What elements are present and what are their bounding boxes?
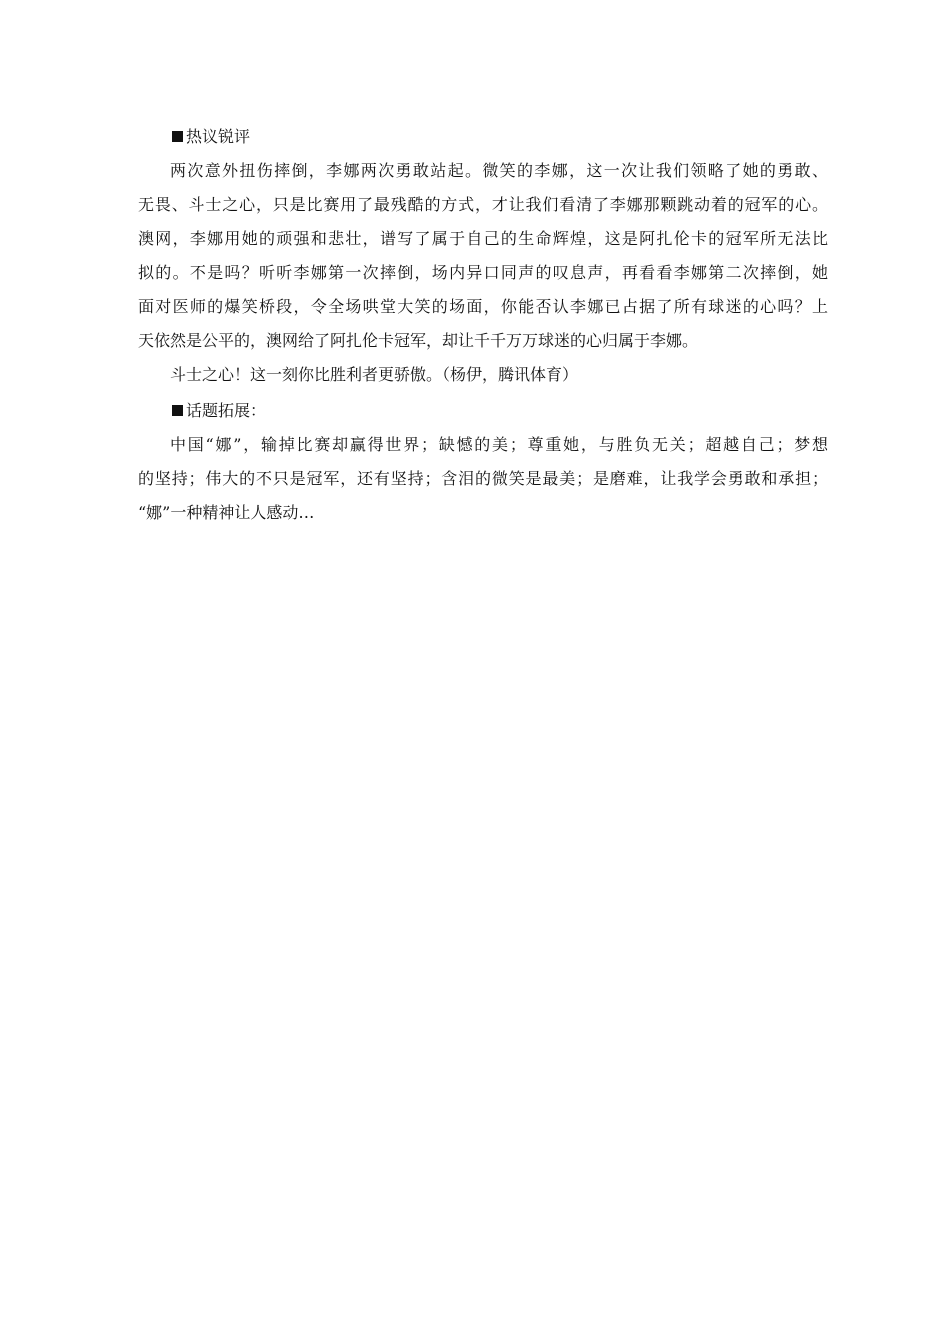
black-square-icon [172,131,183,142]
paragraph-source-quote: 斗士之心！这一刻你比胜利者更骄傲。（杨伊，腾讯体育） [170,365,579,384]
paragraph-commentary [138,154,828,358]
paragraph-line: 的坚持；伟大的不只是冠军，还有坚持；含泪的微笑是最美；是磨难，让我学会勇敢和承担； [138,469,828,488]
paragraph-line: 拟的。不是吗？听听李娜第一次摔倒，场内异口同声的叹息声，再看看李娜第二次摔倒，她 [138,263,828,282]
paragraph-line: 无畏、斗士之心，只是比赛用了最残酷的方式，才让我们看清了李娜那颗跳动着的冠军的心。 [138,195,828,214]
article-body [138,124,828,530]
section-heading-text: 热议锐评 [186,127,251,146]
section-heading-hot-comments [172,124,828,150]
paragraph-line: 澳网，李娜用她的顽强和悲壮，谱写了属于自己的生命辉煌，这是阿扎伦卡的冠军所无法比 [138,229,828,248]
paragraph-line: 天依然是公平的，澳网给了阿扎伦卡冠军，却让千千万万球迷的心归属于李娜。 [138,331,699,350]
section-heading-text: 话题拓展： [186,401,267,420]
paragraph-line: 两次意外扭伤摔倒，李娜两次勇敢站起。微笑的李娜，这一次让我们领略了她的勇敢、 [170,161,828,180]
paragraph-line: 面对医师的爆笑桥段，令全场哄堂大笑的场面，你能否认李娜已占据了所有球迷的心吗？上 [138,297,828,316]
paragraph-topic-extension [138,428,828,530]
paragraph-line: 中国“娜”，输掉比赛却赢得世界；缺憾的美；尊重她，与胜负无关；超越自己；梦想 [170,435,828,454]
paragraph-line: “娜”一种精神让人感动… [138,503,315,522]
black-square-icon [172,405,183,416]
section-heading-topic-extension [172,398,828,424]
